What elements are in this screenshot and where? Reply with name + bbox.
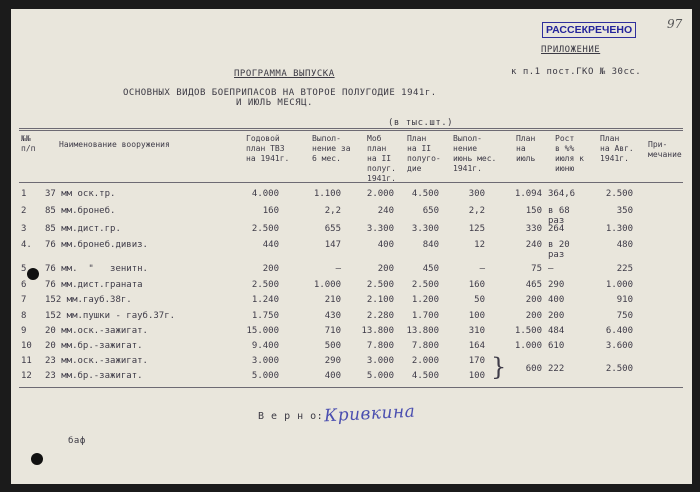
cell-n: 6 xyxy=(21,280,27,290)
cell-june: 160 xyxy=(468,280,485,290)
col-header-annual-plan: Годовой план ТВЗ на 1941г. xyxy=(246,134,290,163)
cell-name: 152 мм.пушки - гауб.37г. xyxy=(45,311,176,321)
cell-done6: 210 xyxy=(324,295,341,305)
cell-annual: 9.400 xyxy=(251,341,279,351)
brace-rows-11-12: } xyxy=(491,353,507,381)
cell-july: 1.500 xyxy=(514,326,542,336)
col-header-done-6-months: Выпол- нение за 6 мес. xyxy=(312,134,351,163)
cell-june: 164 xyxy=(468,341,485,351)
cell-annual: 1.240 xyxy=(251,295,279,305)
cell-done6: 1.100 xyxy=(313,189,341,199)
cell-annual: 200 xyxy=(262,264,279,274)
cell-june: 170 xyxy=(468,356,485,366)
cell-mob: 2.100 xyxy=(366,295,394,305)
subtitle-line-1: ОСНОВНЫХ ВИДОВ БОЕПРИПАСОВ НА ВТОРОЕ ПОЛУГОДИЕ 1941г. xyxy=(123,88,437,98)
cell-june: 12 xyxy=(474,240,485,250)
cell-july: 75 xyxy=(531,264,542,274)
cell-plan2: 2.500 xyxy=(411,280,439,290)
cell-name: 20 мм.бр.-зажигат. xyxy=(45,341,143,351)
cell-plan2: 2.000 xyxy=(411,356,439,366)
cell-aug: 350 xyxy=(616,206,633,216)
cell-name: 76 мм.дист.граната xyxy=(45,280,143,290)
cell-mob: 200 xyxy=(377,264,394,274)
cell-mob: 240 xyxy=(377,206,394,216)
subtitle-line-2: И ИЮЛЬ МЕСЯЦ. xyxy=(236,98,313,108)
cell-name: 152 мм.гауб.38г. xyxy=(45,295,132,305)
cell-aug: 2.500 xyxy=(605,364,633,374)
cell-name: 20 мм.оск.-зажигат. xyxy=(45,326,148,336)
cell-july: 1.000 xyxy=(514,341,542,351)
cell-done6: 500 xyxy=(324,341,341,351)
cell-name: 23 мм.бр.-зажигат. xyxy=(45,371,143,381)
cell-mob: 3.300 xyxy=(366,224,394,234)
cell-growth: 200 xyxy=(548,311,565,321)
cell-done6: 710 xyxy=(324,326,341,336)
cell-mob: 7.800 xyxy=(366,341,394,351)
cell-n: 8 xyxy=(21,311,27,321)
cell-aug: 750 xyxy=(616,311,633,321)
cell-plan2: 1.700 xyxy=(411,311,439,321)
document-page xyxy=(11,9,692,484)
units-note: (в тыс.шт.) xyxy=(388,118,454,128)
punch-hole-bottom xyxy=(31,453,43,465)
cell-aug: 6.400 xyxy=(605,326,633,336)
cell-june: 50 xyxy=(474,295,485,305)
cell-plan2: 4.500 xyxy=(411,371,439,381)
cell-name: 76 мм.бронеб.дивиз. xyxy=(45,240,148,250)
cell-july: 600 xyxy=(525,364,542,374)
cell-done6: 2,2 xyxy=(324,206,341,216)
cell-growth: 484 xyxy=(548,326,565,336)
cell-mob: 400 xyxy=(377,240,394,250)
col-header-plan-july: План на июль xyxy=(516,134,536,163)
cell-july: 465 xyxy=(525,280,542,290)
table-top-rule xyxy=(19,128,683,129)
col-header-plan-august: План на Авг. 1941г. xyxy=(600,134,634,163)
table-bottom-rule xyxy=(19,387,683,388)
cell-plan2: 4.500 xyxy=(411,189,439,199)
cell-growth: 222 xyxy=(548,364,565,374)
cell-july: 1.094 xyxy=(514,189,542,199)
cell-done6: 655 xyxy=(324,224,341,234)
cell-growth: – xyxy=(548,264,554,274)
cell-n: 1 xyxy=(21,189,27,199)
cell-growth: 364,6 xyxy=(548,189,576,199)
col-header-note: При- мечание xyxy=(648,140,682,159)
cell-aug: 480 xyxy=(616,240,633,250)
cell-annual: 2.500 xyxy=(251,280,279,290)
cell-mob: 2.500 xyxy=(366,280,394,290)
cell-done6: 290 xyxy=(324,356,341,366)
cell-annual: 5.000 xyxy=(251,371,279,381)
cell-june: 300 xyxy=(468,189,485,199)
col-header-name: Наименование вооружения xyxy=(59,140,170,149)
cell-aug: 225 xyxy=(616,264,633,274)
signature: Кривкина xyxy=(323,401,416,427)
cell-done6: 147 xyxy=(324,240,341,250)
cell-done6: 430 xyxy=(324,311,341,321)
cell-aug: 3.600 xyxy=(605,341,633,351)
cell-plan2: 650 xyxy=(422,206,439,216)
cell-annual: 1.750 xyxy=(251,311,279,321)
appendix-title: ПРИЛОЖЕНИЕ xyxy=(541,45,601,55)
cell-name: 76 мм. " зенитн. xyxy=(45,264,148,274)
cell-mob: 2.000 xyxy=(366,189,394,199)
table-top-rule-2 xyxy=(19,130,683,131)
cell-aug: 2.500 xyxy=(605,189,633,199)
verified-label: В е р н о: xyxy=(258,411,324,422)
cell-growth: 264 xyxy=(548,224,565,234)
cell-annual: 160 xyxy=(262,206,279,216)
cell-mob: 2.280 xyxy=(366,311,394,321)
cell-n: 12 xyxy=(21,371,32,381)
cell-n: 11 xyxy=(21,356,32,366)
cell-annual: 15.000 xyxy=(246,326,279,336)
cell-june: 100 xyxy=(468,311,485,321)
cell-plan2: 450 xyxy=(422,264,439,274)
cell-done6: 400 xyxy=(324,371,341,381)
cell-n: 9 xyxy=(21,326,27,336)
cell-growth: 400 xyxy=(548,295,565,305)
cell-growth: 290 xyxy=(548,280,565,290)
cell-name: 23 мм.оск.-зажигат. xyxy=(45,356,148,366)
cell-mob: 3.000 xyxy=(366,356,394,366)
punch-hole-top xyxy=(27,268,39,280)
cell-n: 4. xyxy=(21,240,32,250)
cell-annual: 2.500 xyxy=(251,224,279,234)
cell-july: 200 xyxy=(525,295,542,305)
cell-july: 200 xyxy=(525,311,542,321)
col-header-number: №№ п/п xyxy=(21,134,36,153)
cell-plan2: 7.800 xyxy=(411,341,439,351)
typist-initials: баф xyxy=(68,436,86,446)
cell-june: – xyxy=(479,264,485,274)
col-header-growth: Рост в %% июля к июню xyxy=(555,134,584,173)
cell-done6: – xyxy=(335,264,341,274)
header-bottom-rule xyxy=(19,182,683,183)
cell-july: 150 xyxy=(525,206,542,216)
col-header-done-june: Выпол- нение июнь мес. 1941г. xyxy=(453,134,497,173)
cell-n: 7 xyxy=(21,295,27,305)
cell-plan2: 1.200 xyxy=(411,295,439,305)
cell-name: 85 мм.дист.гр. xyxy=(45,224,121,234)
cell-mob: 13.800 xyxy=(361,326,394,336)
col-header-mob-plan: Моб план на II полуг. 1941г. xyxy=(367,134,396,183)
page-number: 97 xyxy=(667,17,683,31)
cell-annual: 3.000 xyxy=(251,356,279,366)
cell-aug: 1.000 xyxy=(605,280,633,290)
cell-june: 2,2 xyxy=(468,206,485,216)
cell-n: 3 xyxy=(21,224,27,234)
cell-june: 125 xyxy=(468,224,485,234)
cell-n: 10 xyxy=(21,341,32,351)
cell-plan2: 13.800 xyxy=(406,326,439,336)
program-title: ПРОГРАММА ВЫПУСКА xyxy=(234,69,335,79)
cell-plan2: 840 xyxy=(422,240,439,250)
cell-july: 240 xyxy=(525,240,542,250)
col-header-plan-half-year: План на II полуго- дие xyxy=(407,134,441,173)
cell-aug: 1.300 xyxy=(605,224,633,234)
appendix-reference: к п.1 пост.ГКО № 30сс. xyxy=(511,67,642,77)
cell-annual: 440 xyxy=(262,240,279,250)
cell-name: 85 мм.бронеб. xyxy=(45,206,116,216)
cell-n: 5 xyxy=(21,264,27,274)
cell-june: 310 xyxy=(468,326,485,336)
cell-june: 100 xyxy=(468,371,485,381)
cell-name: 37 мм оск.тр. xyxy=(45,189,116,199)
cell-july: 330 xyxy=(525,224,542,234)
cell-annual: 4.000 xyxy=(251,189,279,199)
cell-growth: в 20 раз xyxy=(548,240,570,260)
cell-done6: 1.000 xyxy=(313,280,341,290)
cell-mob: 5.000 xyxy=(366,371,394,381)
cell-growth: в 68 раз xyxy=(548,206,570,226)
cell-n: 2 xyxy=(21,206,27,216)
declassified-stamp: РАССЕКРЕЧЕНО xyxy=(542,22,636,38)
cell-growth: 610 xyxy=(548,341,565,351)
cell-aug: 910 xyxy=(616,295,633,305)
cell-plan2: 3.300 xyxy=(411,224,439,234)
